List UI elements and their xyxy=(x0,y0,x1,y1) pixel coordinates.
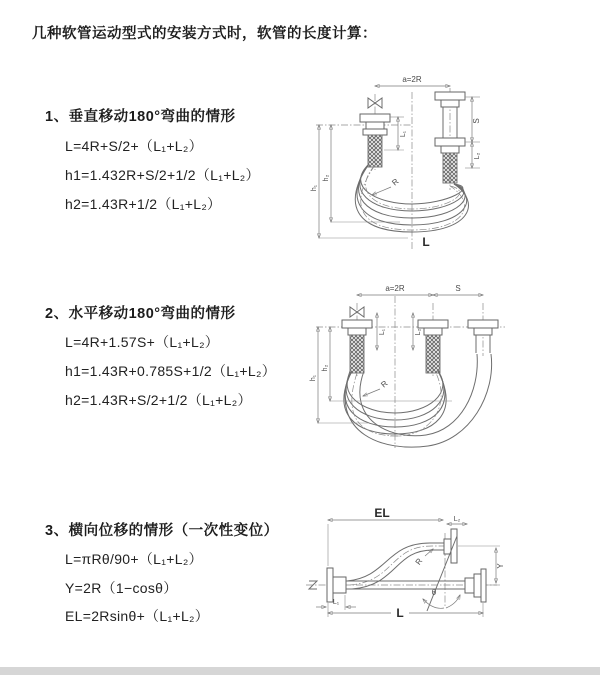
right-fitting xyxy=(468,320,498,353)
dim-label-l2: L₂ xyxy=(474,152,481,160)
dim-label-r: R xyxy=(390,176,401,188)
dim-label-theta: θ xyxy=(431,588,437,597)
section-1-formula-L: L=4R+S/2+（L₁+L₂） xyxy=(65,138,203,154)
section-1-heading: 1、垂直移动180°弯曲的情形 xyxy=(45,109,236,125)
section-2-heading: 2、水平移动180°弯曲的情形 xyxy=(45,306,236,322)
dim-label-l2: L₂ xyxy=(415,328,422,336)
right-lower-fitting xyxy=(465,569,486,602)
diagram-lateral-displacement xyxy=(300,500,600,670)
left-fitting xyxy=(360,114,390,167)
dim-label-r: R xyxy=(413,556,425,567)
radius-construction-line xyxy=(427,536,457,611)
left-fitting xyxy=(342,320,372,373)
dim-label-s: S xyxy=(455,284,461,293)
dimensions xyxy=(316,506,505,620)
hose-u-arcs xyxy=(344,354,492,447)
upper-flange xyxy=(444,529,457,563)
dim-label-s: S xyxy=(472,118,481,124)
centerlines xyxy=(316,88,450,250)
diagram-vertical-180-bend xyxy=(305,60,600,260)
dim-label-l1: L₁ xyxy=(379,328,386,336)
braided-hose-section xyxy=(368,135,382,167)
dim-label-l2: L₂ xyxy=(453,516,461,523)
braided-hose-section xyxy=(350,335,364,373)
section-2-formula-L: L=4R+1.57S+（L₁+L₂） xyxy=(65,334,220,350)
dim-label-h1: h₁ xyxy=(311,184,318,192)
section-1-formula-h1: h1=1.432R+S/2+1/2（L₁+L₂） xyxy=(65,167,260,183)
dim-label-l1: L₁ xyxy=(332,599,340,606)
dim-label-y: Y xyxy=(496,563,505,569)
section-3-formula-EL: EL=2Rsinθ+（L₁+L₂） xyxy=(65,608,210,624)
left-flange xyxy=(327,568,346,602)
dim-label-length: L xyxy=(396,606,404,620)
angle-theta xyxy=(423,588,460,608)
right-fitting-two-positions xyxy=(435,92,465,183)
section-1-formula-h2: h2=1.43R+1/2（L₁+L₂） xyxy=(65,196,222,212)
braided-hose-section xyxy=(426,335,440,373)
dim-label-span: a=2R xyxy=(385,284,405,293)
centerlines xyxy=(306,533,497,608)
dim-label-r: R xyxy=(379,378,390,390)
dim-label-span: a=2R xyxy=(402,75,422,84)
section-3-heading: 3、横向位移的情形（一次性变位） xyxy=(45,523,279,539)
section-2-formula-h1: h1=1.43R+0.785S+1/2（L₁+L₂） xyxy=(65,363,276,379)
section-3-formula-L: L=πRθ/90+（L₁+L₂） xyxy=(65,551,203,567)
page-title: 几种软管运动型式的安装方式时，软管的长度计算： xyxy=(32,26,377,42)
dim-label-h2: h₂ xyxy=(323,174,330,182)
scan-bottom-edge xyxy=(0,667,600,675)
dim-label-l1: L₁ xyxy=(400,130,407,138)
section-2-formula-h2: h2=1.43R+S/2+1/2（L₁+L₂） xyxy=(65,392,252,408)
dim-label-el: EL xyxy=(374,506,390,520)
middle-fitting xyxy=(418,320,448,373)
hose-displaced-position xyxy=(347,543,451,589)
dim-label-h1: h₁ xyxy=(310,374,317,382)
dim-label-h2: h₂ xyxy=(322,364,329,372)
diagram-horizontal-180-bend xyxy=(305,278,600,458)
dim-label-length: L xyxy=(422,235,430,249)
section-3-formula-Y: Y=2R（1−cosθ） xyxy=(65,580,178,596)
braided-hose-section xyxy=(443,153,457,183)
